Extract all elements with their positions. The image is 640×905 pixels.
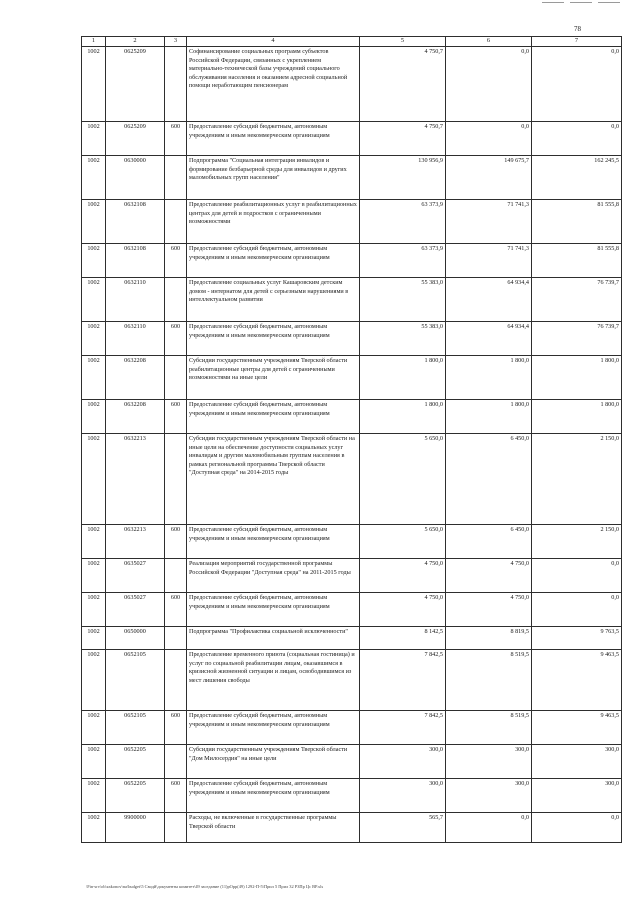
value-year-1: 300,0 [360,745,446,779]
target-code: 0632108 [106,244,165,278]
column-header: 4 [187,37,360,47]
section-code: 1002 [82,779,106,813]
item-description: Предоставление субсидий бюджетным, автономным учреждениям и иным некоммерческим организациям [187,322,360,356]
value-year-3: 81 555,8 [532,200,622,244]
column-header: 2 [106,37,165,47]
column-header: 5 [360,37,446,47]
section-code: 1002 [82,122,106,156]
value-year-1: 63 373,9 [360,200,446,244]
value-year-3: 162 245,5 [532,156,622,200]
expense-type-code: 600 [165,593,187,627]
expense-type-code [165,200,187,244]
value-year-2: 6 450,0 [446,525,532,559]
target-code: 0630000 [106,156,165,200]
value-year-2: 0,0 [446,47,532,122]
table-row [82,244,622,278]
table-row [82,47,622,122]
value-year-2: 300,0 [446,745,532,779]
item-description: Подпрограмма "Социальная интеграция инвалидов и формирование безбарьерной среды для инвалидов и других маломобильных групп населения" [187,156,360,200]
expense-type-code [165,356,187,400]
value-year-2: 64 934,4 [446,322,532,356]
value-year-3: 0,0 [532,593,622,627]
top-edge-rules [542,2,620,3]
value-year-3: 2 150,0 [532,434,622,525]
item-description: Расходы, не включенные в государственные программы Тверской области [187,813,360,843]
item-description: Предоставление субсидий бюджетным, автономным учреждениям и иным некоммерческим организациям [187,400,360,434]
value-year-3: 9 463,5 [532,711,622,745]
section-code: 1002 [82,650,106,711]
target-code: 0632213 [106,525,165,559]
value-year-3: 0,0 [532,122,622,156]
value-year-1: 1 800,0 [360,400,446,434]
target-code: 0625209 [106,122,165,156]
target-code: 0652105 [106,650,165,711]
section-code: 1002 [82,322,106,356]
target-code: 0635027 [106,559,165,593]
value-year-3: 2 150,0 [532,525,622,559]
value-year-3: 0,0 [532,813,622,843]
table-row [82,356,622,400]
expense-type-code [165,813,187,843]
expense-type-code [165,278,187,322]
item-description: Подпрограмма "Профилактика социальной исключенности" [187,627,360,650]
value-year-3: 300,0 [532,745,622,779]
value-year-2: 71 741,3 [446,244,532,278]
value-year-3: 300,0 [532,779,622,813]
value-year-3: 1 800,0 [532,400,622,434]
value-year-1: 565,7 [360,813,446,843]
value-year-3: 76 739,7 [532,322,622,356]
section-code: 1002 [82,200,106,244]
value-year-3: 0,0 [532,47,622,122]
section-code: 1002 [82,47,106,122]
column-header: 1 [82,37,106,47]
section-code: 1002 [82,593,106,627]
table-row [82,525,622,559]
column-header: 7 [532,37,622,47]
item-description: Предоставление субсидий бюджетным, автономным учреждениям и иным некоммерческим организациям [187,779,360,813]
value-year-1: 5 650,0 [360,525,446,559]
item-description: Реализация мероприятий государственной программы Российской Федерации "Доступная среда" на 2011-2015 годы [187,559,360,593]
value-year-2: 6 450,0 [446,434,532,525]
item-description: Предоставление социальных услуг Кашаровским детским домом - интернатом для детей с серьезными нарушениями в интеллектуальном развитии [187,278,360,322]
section-code: 1002 [82,745,106,779]
value-year-1: 55 383,0 [360,322,446,356]
table-row [82,559,622,593]
item-description: Предоставление субсидий бюджетным, автономным учреждениям и иным некоммерческим организациям [187,525,360,559]
column-header: 6 [446,37,532,47]
table-row [82,593,622,627]
item-description: Предоставление субсидий бюджетным, автономным учреждениям и иным некоммерческим организациям [187,122,360,156]
table-row [82,745,622,779]
target-code: 0635027 [106,593,165,627]
value-year-2: 4 750,0 [446,593,532,627]
value-year-1: 5 650,0 [360,434,446,525]
target-code: 0632110 [106,322,165,356]
value-year-3: 9 763,5 [532,627,622,650]
value-year-2: 1 800,0 [446,356,532,400]
table-header-row [82,37,622,47]
section-code: 1002 [82,559,106,593]
target-code: 0652205 [106,779,165,813]
section-code: 1002 [82,156,106,200]
table-row [82,156,622,200]
expense-type-code: 600 [165,711,187,745]
target-code: 0632110 [106,278,165,322]
table-row [82,122,622,156]
value-year-2: 1 800,0 [446,400,532,434]
item-description: Предоставление реабилитационных услуг в реабилитационных центрах для детей и подростков с ограниченными возможностями [187,200,360,244]
table-row [82,779,622,813]
item-description: Субсидии государственным учреждениям Тверской области "Дом Милосердия" на иные цели [187,745,360,779]
table-row [82,711,622,745]
value-year-1: 4 750,0 [360,593,446,627]
value-year-2: 8 819,5 [446,627,532,650]
expense-type-code [165,745,187,779]
column-header: 3 [165,37,187,47]
target-code: 0652205 [106,745,165,779]
value-year-2: 300,0 [446,779,532,813]
table-row [82,627,622,650]
target-code: 0652105 [106,711,165,745]
value-year-2: 0,0 [446,122,532,156]
expense-type-code [165,47,187,122]
item-description: Софинансирование социальных программ субъектов Российской Федерации, связанных с укреплением материально-технической базы учреждений социального обслуживания населения и оказанием адресной социальной помощи неработающим пенсионерам [187,47,360,122]
value-year-1: 300,0 [360,779,446,813]
value-year-3: 81 555,8 [532,244,622,278]
target-code: 0632213 [106,434,165,525]
budget-table [81,36,622,843]
value-year-3: 0,0 [532,559,622,593]
expense-type-code: 600 [165,122,187,156]
table-row [82,650,622,711]
item-description: Предоставление временного приюта (социальная гостиница) и услуг по социальной реабилитации лицам, оказавшимся в кризисной жизненной ситуации и лицам, освободившимся из мест лишения свободы [187,650,360,711]
value-year-1: 7 842,5 [360,650,446,711]
section-code: 1002 [82,627,106,650]
value-year-3: 76 739,7 [532,278,622,322]
value-year-1: 7 842,5 [360,711,446,745]
value-year-1: 130 956,9 [360,156,446,200]
target-code: 9900000 [106,813,165,843]
item-description: Предоставление субсидий бюджетным, автономным учреждениям и иным некоммерческим организациям [187,593,360,627]
table-row [82,278,622,322]
section-code: 1002 [82,400,106,434]
expense-type-code: 600 [165,322,187,356]
value-year-1: 4 750,0 [360,559,446,593]
expense-type-code [165,434,187,525]
expense-type-code [165,559,187,593]
expense-type-code: 600 [165,400,187,434]
expense-type-code [165,627,187,650]
target-code: 0632208 [106,356,165,400]
table-row [82,400,622,434]
value-year-2: 8 519,5 [446,650,532,711]
section-code: 1002 [82,711,106,745]
footer-file-path: \Fin-srv\ob\zakonov\na\budget\5 Сводй\документы комитет\49 заседание (11)рОрр(49) 1292-П-5\Прил 5 Прил 32 РЗПр Цс ВР.xls [86,884,324,889]
expense-type-code [165,650,187,711]
value-year-2: 4 750,0 [446,559,532,593]
value-year-1: 4 750,7 [360,47,446,122]
section-code: 1002 [82,244,106,278]
target-code: 0632108 [106,200,165,244]
section-code: 1002 [82,813,106,843]
value-year-3: 1 800,0 [532,356,622,400]
target-code: 0632208 [106,400,165,434]
value-year-1: 4 750,7 [360,122,446,156]
expense-type-code [165,156,187,200]
target-code: 0625209 [106,47,165,122]
item-description: Субсидии государственным учреждениям Тверской области на иные цели на обеспечение доступности социальных услуг инвалидам и другим маломобильным группам населения в рамках региональной программы Тверской области "Доступная среда" на 2014-2015 годы [187,434,360,525]
value-year-1: 1 800,0 [360,356,446,400]
value-year-2: 149 675,7 [446,156,532,200]
value-year-2: 8 519,5 [446,711,532,745]
table-body [82,47,622,843]
value-year-2: 71 741,3 [446,200,532,244]
table-row [82,434,622,525]
expense-type-code: 600 [165,779,187,813]
section-code: 1002 [82,434,106,525]
section-code: 1002 [82,278,106,322]
section-code: 1002 [82,525,106,559]
value-year-1: 8 142,5 [360,627,446,650]
table-row [82,200,622,244]
value-year-3: 9 463,5 [532,650,622,711]
item-description: Предоставление субсидий бюджетным, автономным учреждениям и иным некоммерческим организациям [187,711,360,745]
target-code: 0650000 [106,627,165,650]
table-row [82,813,622,843]
item-description: Предоставление субсидий бюджетным, автономным учреждениям и иным некоммерческим организациям [187,244,360,278]
item-description: Субсидии государственным учреждениям Тверской области реабилитационные центры для детей с ограниченными возможностями на иные цели [187,356,360,400]
value-year-1: 55 383,0 [360,278,446,322]
expense-type-code: 600 [165,244,187,278]
value-year-2: 64 934,4 [446,278,532,322]
table-row [82,322,622,356]
page-number: 78 [574,25,581,33]
value-year-1: 63 373,9 [360,244,446,278]
value-year-2: 0,0 [446,813,532,843]
section-code: 1002 [82,356,106,400]
expense-type-code: 600 [165,525,187,559]
